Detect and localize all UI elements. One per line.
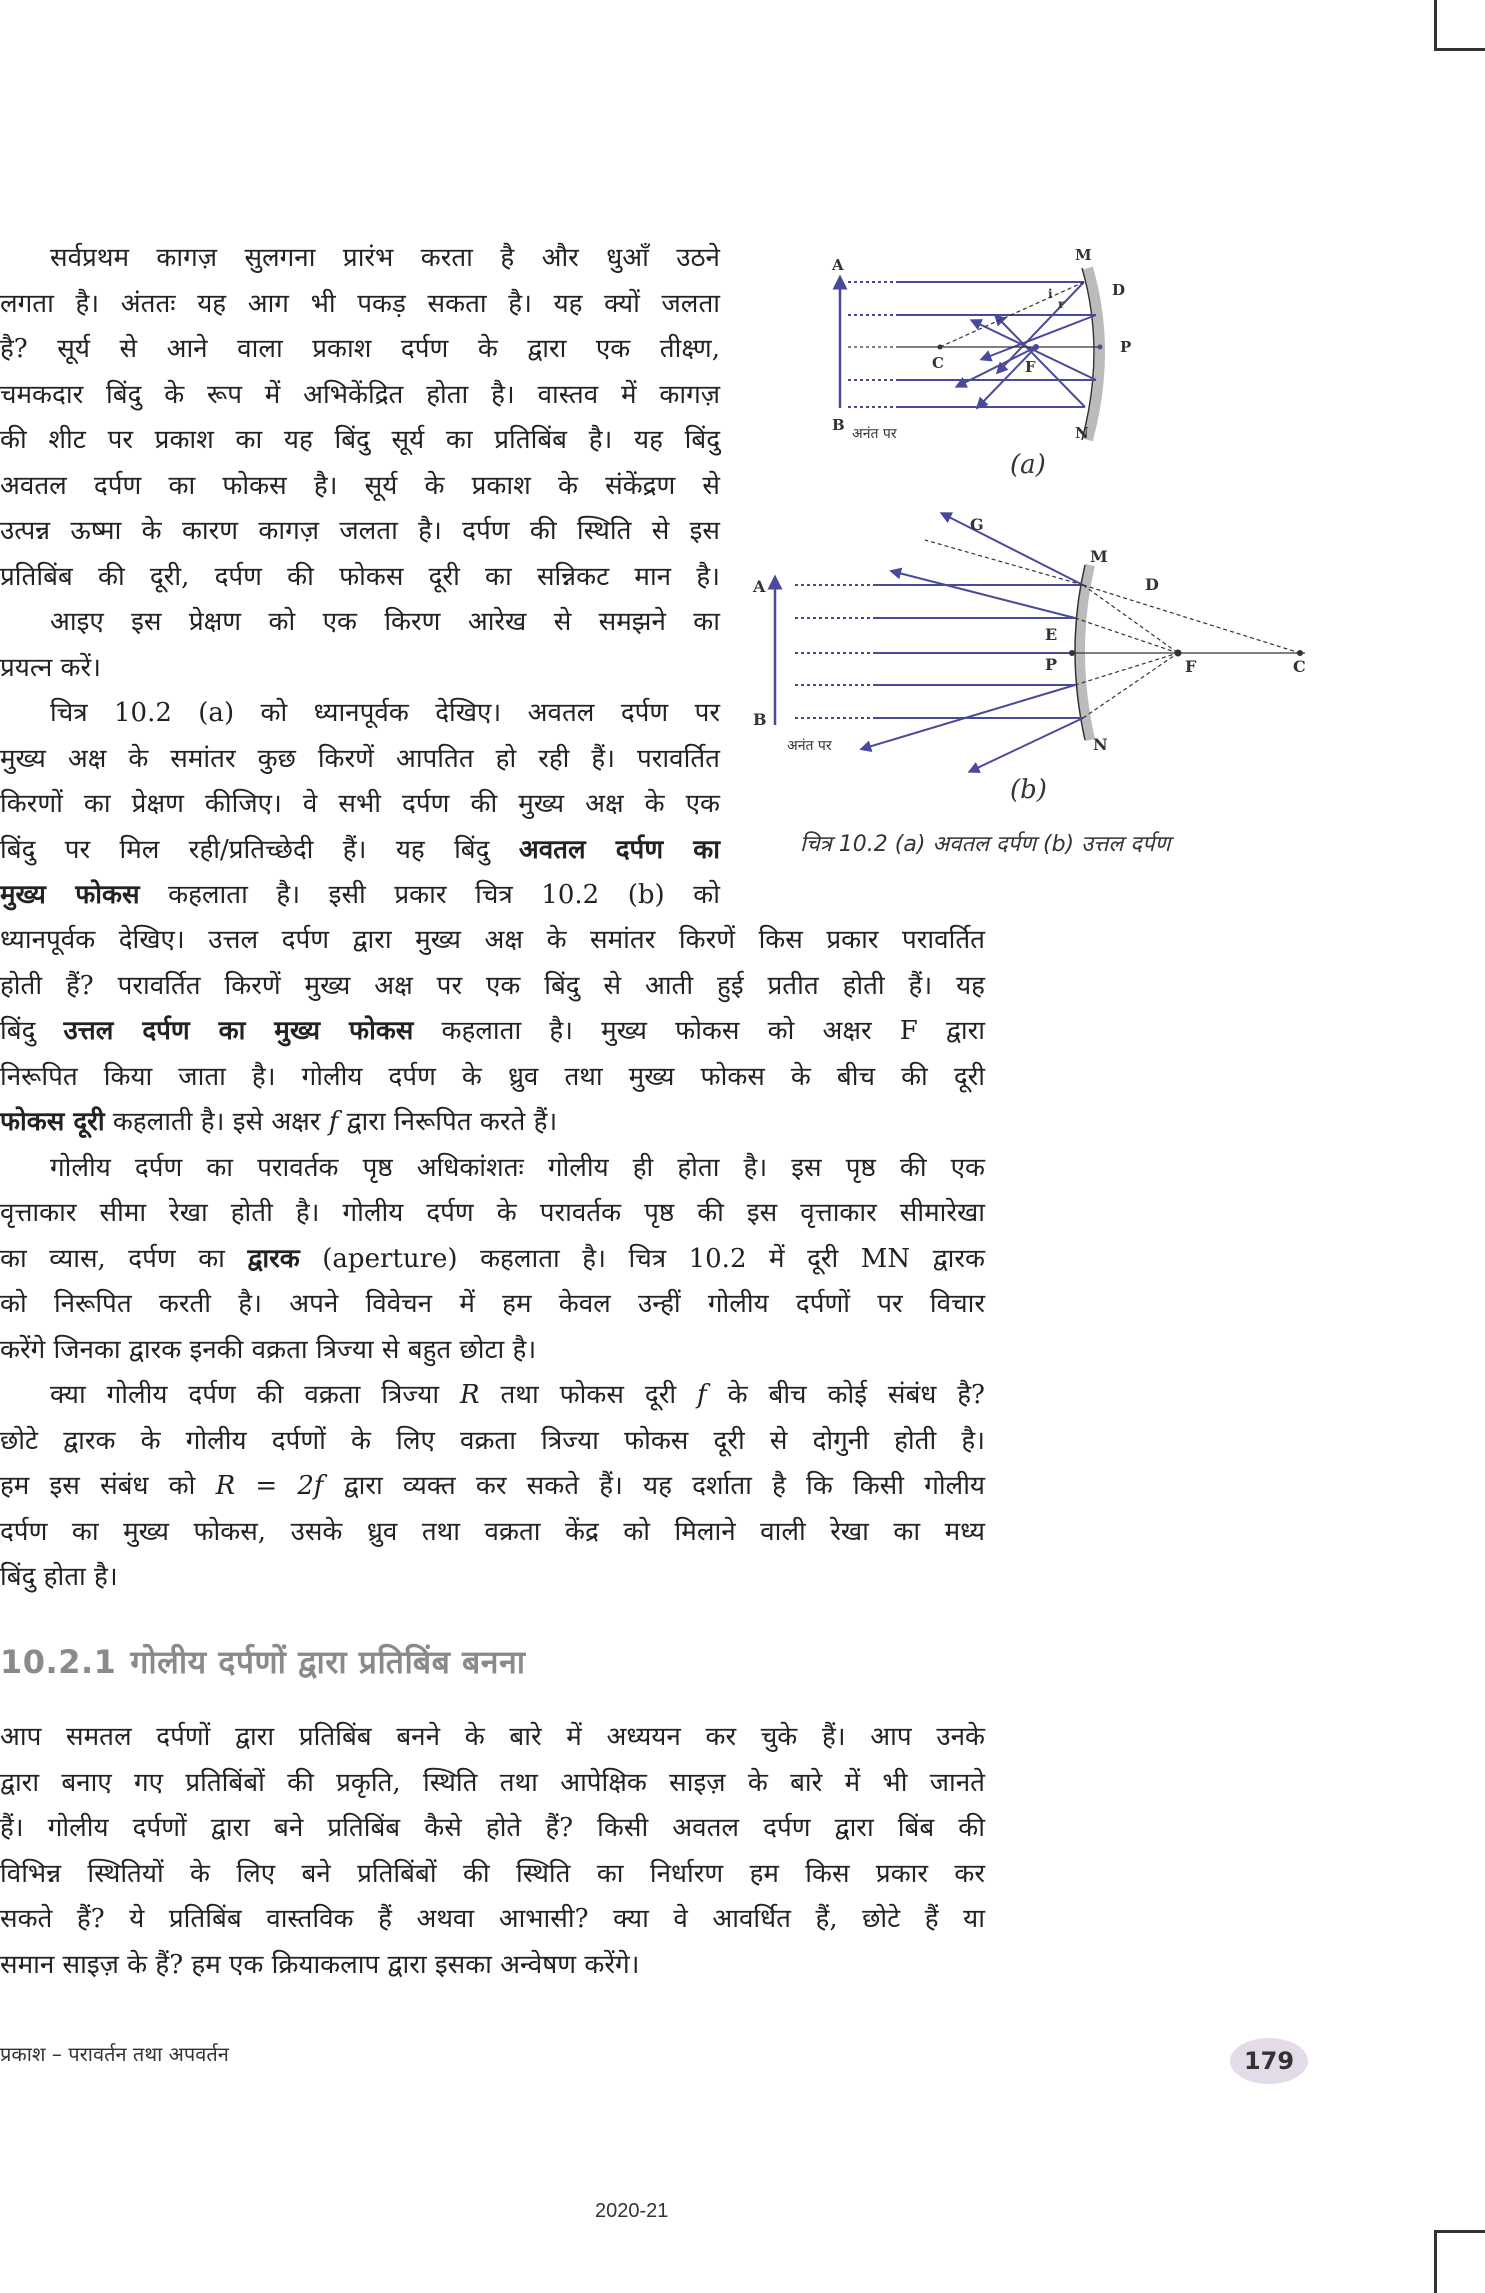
text-line [0, 1100, 985, 1146]
text-line: वृत्ताकार सीमा रेखा होती है। गोलीय दर्पण के परावर्तक पृष्ठ की इस वृत्ताकार सीमारेखा [0, 1198, 985, 1228]
text-line: को निरूपित करती है। अपने विवेचन में हम केवल उन्हीं गोलीय दर्पणों पर विचार [0, 1289, 985, 1319]
text-line: लगता है। अंततः यह आग भी पकड़ सकता है। यह क्यों जलता [0, 288, 720, 319]
text-line: सकते हैं? ये प्रतिबिंब वास्तविक हैं अथवा आभासी? क्या वे आवर्धित हैं, छोटे हैं या [0, 1904, 985, 1934]
text-line: आइए इस प्रेक्षण को एक किरण आरेख से समझने का [50, 607, 720, 637]
label-point: G [970, 515, 984, 534]
figure-convex-mirror [745, 500, 1325, 820]
crop-mark-bottom-right [1434, 2230, 1485, 2293]
text-line: गोलीय दर्पण का परावर्तक पृष्ठ अधिकांशतः गोलीय ही होता है। इस पृष्ठ की एक [50, 1152, 985, 1183]
text-line: दर्पण का मुख्य फोकस, उसके ध्रुव तथा वक्रता केंद्र को मिलाने वाली रेखा का मध्य [0, 1516, 985, 1547]
text-line: किरणों का प्रेक्षण कीजिए। वे सभी दर्पण की मुख्य अक्ष के एक [0, 789, 720, 819]
text-span: हम इस संबंध को [0, 1471, 216, 1501]
label-point: N [1075, 424, 1089, 442]
text-span: द्वारा निरूपित करते हैं। [338, 1107, 558, 1137]
text-line: द्वारा बनाए गए प्रतिबिंबों की प्रकृति, स्थिति तथा आपेक्षिक साइज़ के बारे में भी जानते [0, 1767, 985, 1798]
text-line: होती हैं? परावर्तित किरणें मुख्य अक्ष पर एक बिंदु से आती हुई प्रतीत होती हैं। यह [0, 970, 985, 1001]
text-span: तथा फोकस दूरी [479, 1380, 697, 1410]
text-line: ध्यानपूर्वक देखिए। उत्तल दर्पण द्वारा मुख्य अक्ष के समांतर किरणें किस प्रकार परावर्तित [0, 925, 985, 955]
chapter-title-footer: प्रकाश – परावर्तन तथा अपवर्तन [0, 2042, 229, 2066]
ray-diagram-concave [820, 240, 1160, 460]
label-point: P [1120, 338, 1132, 356]
figure-caption: चित्र 10.2 (a) अवतल दर्पण (b) उत्तल दर्पण [800, 832, 1171, 857]
math-variable: f [697, 1380, 707, 1410]
text-line: निरूपित किया जाता है। गोलीय दर्पण के ध्रुव तथा मुख्य फोकस के बीच की दूरी [0, 1061, 985, 1092]
label-angle: r [1058, 297, 1065, 311]
text-line [0, 873, 720, 919]
label-point: M [1075, 246, 1092, 264]
text-span: (aperture) कहलाता है। चित्र 10.2 में दूरी MN द्वारक [299, 1243, 985, 1274]
label-point: D [1112, 281, 1126, 299]
label-infinity: अनंत पर [852, 426, 897, 442]
label-point: C [1293, 657, 1306, 676]
bold-term: मुख्य फोकस [0, 880, 140, 910]
text-line: विभिन्न स्थितियों के लिए बने प्रतिबिंबों की स्थिति का निर्धारण हम किस प्रकार कर [0, 1858, 985, 1889]
label-point: M [1090, 547, 1108, 566]
label-point: F [1025, 358, 1036, 376]
label-point: F [1185, 657, 1197, 676]
bold-term: फोकस दूरी [0, 1107, 105, 1137]
text-line: अवतल दर्पण का फोकस है। सूर्य के प्रकाश के संकेंद्रण से [0, 470, 720, 501]
text-line [0, 1009, 985, 1055]
label-point: B [832, 416, 845, 434]
bold-term: उत्तल दर्पण का मुख्य फोकस [63, 1016, 414, 1046]
label-point: D [1145, 575, 1159, 594]
page-number: 179 [1243, 2047, 1295, 2075]
crop-mark-top-right [1434, 0, 1485, 51]
bold-term: द्वारक [247, 1243, 300, 1274]
label-infinity: अनंत पर [787, 738, 832, 754]
text-span: क्या गोलीय दर्पण की वक्रता त्रिज्या [50, 1380, 460, 1410]
ray-diagram-convex [745, 500, 1325, 780]
text-line: है? सूर्य से आने वाला प्रकाश दर्पण के द्वारा एक तीक्ष्ण, [0, 334, 720, 364]
section-title: गोलीय दर्पणों द्वारा प्रतिबिंब बनना [130, 1643, 526, 1681]
text-line: हैं। गोलीय दर्पणों द्वारा बने प्रतिबिंब कैसे होते हैं? किसी अवतल दर्पण द्वारा बिंब की [0, 1813, 985, 1843]
text-span: कहलाता है। इसी प्रकार चित्र 10.2 (b) को [139, 880, 720, 910]
paragraph-main [0, 918, 985, 1601]
text-line [0, 1237, 985, 1283]
label-point: P [1045, 655, 1058, 674]
text-line [0, 1464, 985, 1510]
text-line [0, 828, 720, 874]
text-span: बिंदु [0, 1016, 64, 1046]
text-span: द्वारा व्यक्त कर सकते हैं। यह दर्शाता है कि किसी गोलीय [323, 1471, 986, 1501]
text-line: उत्पन्न ऊष्मा के कारण कागज़ जलता है। दर्पण की स्थिति से इस [0, 516, 720, 546]
text-line: चमकदार बिंदु के रूप में अभिकेंद्रित होता है। वास्तव में कागज़ [0, 379, 720, 410]
label-angle: i [1048, 287, 1053, 301]
math-equation: R = 2f [215, 1471, 324, 1501]
text-line: प्रयत्न करें। [0, 652, 102, 683]
text-line: की शीट पर प्रकाश का यह बिंदु सूर्य का प्रतिबिंब है। यह बिंदु [0, 425, 720, 455]
label-point: A [832, 256, 844, 274]
label-point: C [932, 354, 944, 372]
edition-year: 2020-21 [595, 2200, 669, 2222]
bold-term: अवतल दर्पण का [518, 834, 720, 865]
page-number-badge [1230, 2038, 1308, 2084]
paragraph-intro [0, 236, 720, 919]
figure-concave-mirror [820, 240, 1160, 500]
text-line [0, 1373, 985, 1419]
figure-b-label: (b) [1010, 775, 1047, 805]
text-span: बिंदु पर मिल रही/प्रतिच्छेदी हैं। यह बिंदु [0, 834, 519, 865]
text-line: छोटे द्वारक के गोलीय दर्पणों के लिए वक्रता त्रिज्या फोकस दूरी से दोगुनी होती है। [0, 1425, 985, 1456]
label-point: N [1093, 735, 1108, 754]
text-span: कहलाता है। मुख्य फोकस को अक्षर F द्वारा [413, 1016, 985, 1046]
label-point: B [753, 710, 767, 729]
text-span: कहलाती है। इसे अक्षर [104, 1107, 329, 1137]
math-variable: f [328, 1107, 339, 1137]
section-heading [0, 1640, 526, 1683]
text-line: आप समतल दर्पणों द्वारा प्रतिबिंब बनने के बारे में अध्ययन कर चुके हैं। आप उनके [0, 1722, 985, 1752]
label-point: A [753, 577, 766, 596]
figure-a-label: (a) [1010, 450, 1046, 480]
text-line: बिंदु होता है। [0, 1562, 118, 1592]
text-line: मुख्य अक्ष के समांतर कुछ किरणें आपतित हो रही हैं। परावर्तित [0, 743, 720, 774]
text-line: समान साइज़ के हैं? हम एक क्रियाकलाप द्वारा इसका अन्वेषण करेंगे। [0, 1949, 640, 1980]
text-span: का व्यास, दर्पण का [0, 1243, 248, 1274]
text-line: चित्र 10.2 (a) को ध्यानपूर्वक देखिए। अवतल दर्पण पर [50, 698, 720, 728]
text-line: सर्वप्रथम कागज़ सुलगना प्रारंभ करता है और धुआँ उठने [50, 243, 720, 273]
math-variable: R [460, 1380, 480, 1410]
text-span: के बीच कोई संबंध है? [706, 1380, 985, 1410]
label-point: E [1045, 625, 1058, 644]
section-number: 10.2.1 [0, 1643, 117, 1681]
text-line: करेंगे जिनका द्वारक इनकी वक्रता त्रिज्या से बहुत छोटा है। [0, 1334, 537, 1365]
paragraph-section [0, 1715, 985, 1988]
text-line: प्रतिबिंब की दूरी, दर्पण की फोकस दूरी का सन्निकट मान है। [0, 561, 720, 592]
